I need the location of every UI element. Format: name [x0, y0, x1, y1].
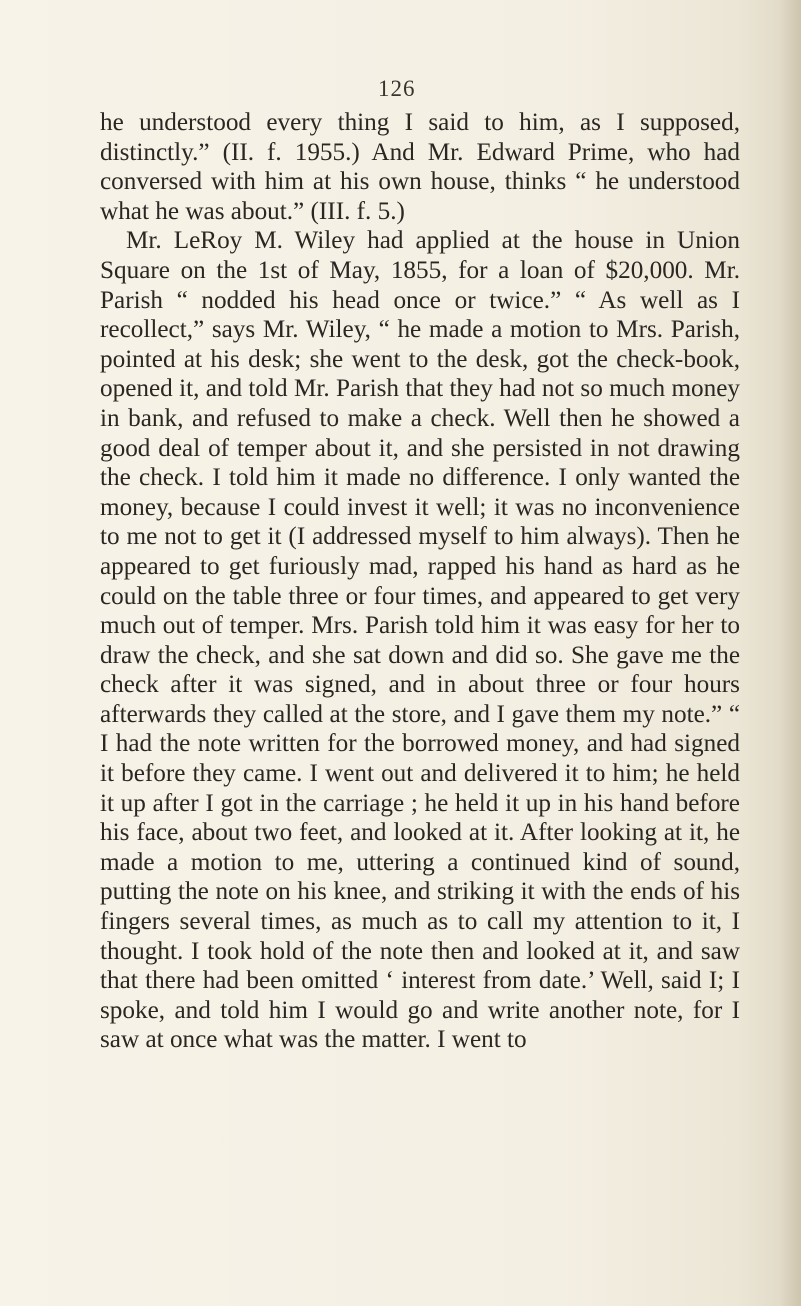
page-number: 126 [378, 76, 416, 101]
paragraph-wiley-testimony: Mr. LeRoy M. Wiley had applied at the house in Union Square on the 1st of May, 1855, for a loan of $20,000. Mr. Parish “ nodded his head once or twice.” “ As well as I recollect,” says Mr. Wiley, “ he made a motion to Mrs. Parish, pointed at his desk; she went to the desk, got the check-book, opened it, and told Mr. Parish that they had not so much money in bank, and refused to make a check. Well then he showed a good deal of temper about it, and she persisted in not drawing the check. I told him it made no difference. I only wanted the money, because I could invest it well; it was no inconvenience to me not to get it (I addressed myself to him always). Then he appeared to get furiously mad, rapped his hand as hard as he could on the table three or four times, and appeared to get very much out of temper. Mrs. Parish told him it was easy for her to draw the check, and she sat down and did so. She gave me the check after it was signed, and in about three or four hours afterwards they called at the store, and I gave them my note.” “ I had the note written for the borrowed money, and had signed it before they came. I went out and delivered it to him; he held it up after I got in the carriage ; he held it up in his hand before his face, about two feet, and looked at it. After looking at it, he made a motion to me, uttering a continued kind of sound, putting the note on his knee, and striking it with the ends of his fingers several times, as much as to call my attention to it, I thought. I took hold of the note then and looked at it, and saw that there had been omitted ‘ interest from date.’ Well, said I; I spoke, and told him I would go and write another note, for I saw at once what was the matter. I went to [100, 227, 740, 1054]
paragraph-continuation: he understood every thing I said to him, as I supposed, distinctly.” (II. f. 1955.) And Mr. Edward Prime, who had conversed with him at his own house, thinks “ he understood what he was about.” (III. f. 5.) [100, 109, 740, 225]
page-edge-shadow [779, 0, 801, 1306]
body-text [100, 108, 740, 1055]
